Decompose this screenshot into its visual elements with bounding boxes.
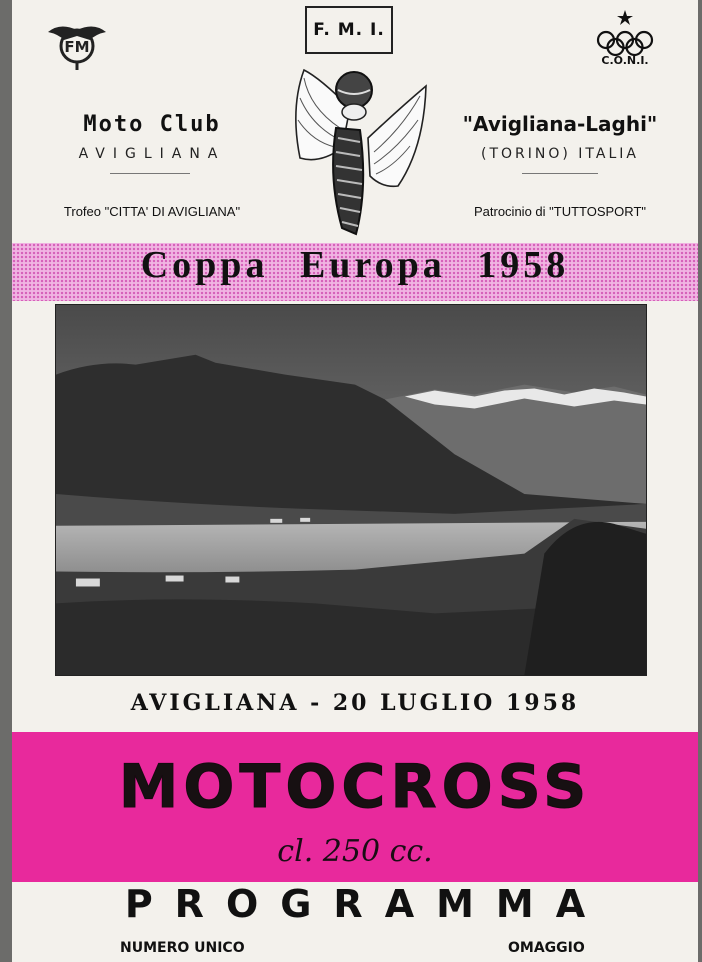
fmi-winged-logo-icon bbox=[46, 18, 108, 72]
club-name: Moto Club bbox=[83, 112, 221, 137]
single-issue-label: NUMERO UNICO bbox=[120, 940, 245, 956]
programme-cover bbox=[12, 0, 698, 962]
event-date-line: AVIGLIANA - 20 LUGLIO 1958 bbox=[130, 690, 580, 716]
programme-label: PROGRAMMA bbox=[124, 882, 608, 926]
cup-title: Coppa Europa 1958 bbox=[140, 244, 570, 286]
winged-helmet-tyre-emblem-icon bbox=[290, 68, 428, 238]
event-title: MOTOCROSS bbox=[118, 752, 592, 822]
left-divider bbox=[110, 173, 190, 174]
right-divider bbox=[522, 173, 598, 174]
location-name: "Avigliana-Laghi" bbox=[462, 112, 658, 136]
trophy-name: Trofeo "CITTA' DI AVIGLIANA" bbox=[63, 204, 241, 219]
coni-label: C.O.N.I. bbox=[601, 54, 649, 67]
svg-text:FM: FM bbox=[64, 38, 90, 56]
event-category: cl. 250 cc. bbox=[277, 834, 433, 869]
patronage: Patrocinio di "TUTTOSPORT" bbox=[473, 204, 646, 219]
location-region: (TORINO) ITALIA bbox=[481, 146, 639, 162]
lake-mountain-photo bbox=[55, 304, 647, 676]
free-copy-label: OMAGGIO bbox=[508, 940, 585, 956]
club-town: AVIGLIANA bbox=[78, 146, 226, 162]
fmi-label-box: F. M. I. bbox=[305, 6, 393, 54]
